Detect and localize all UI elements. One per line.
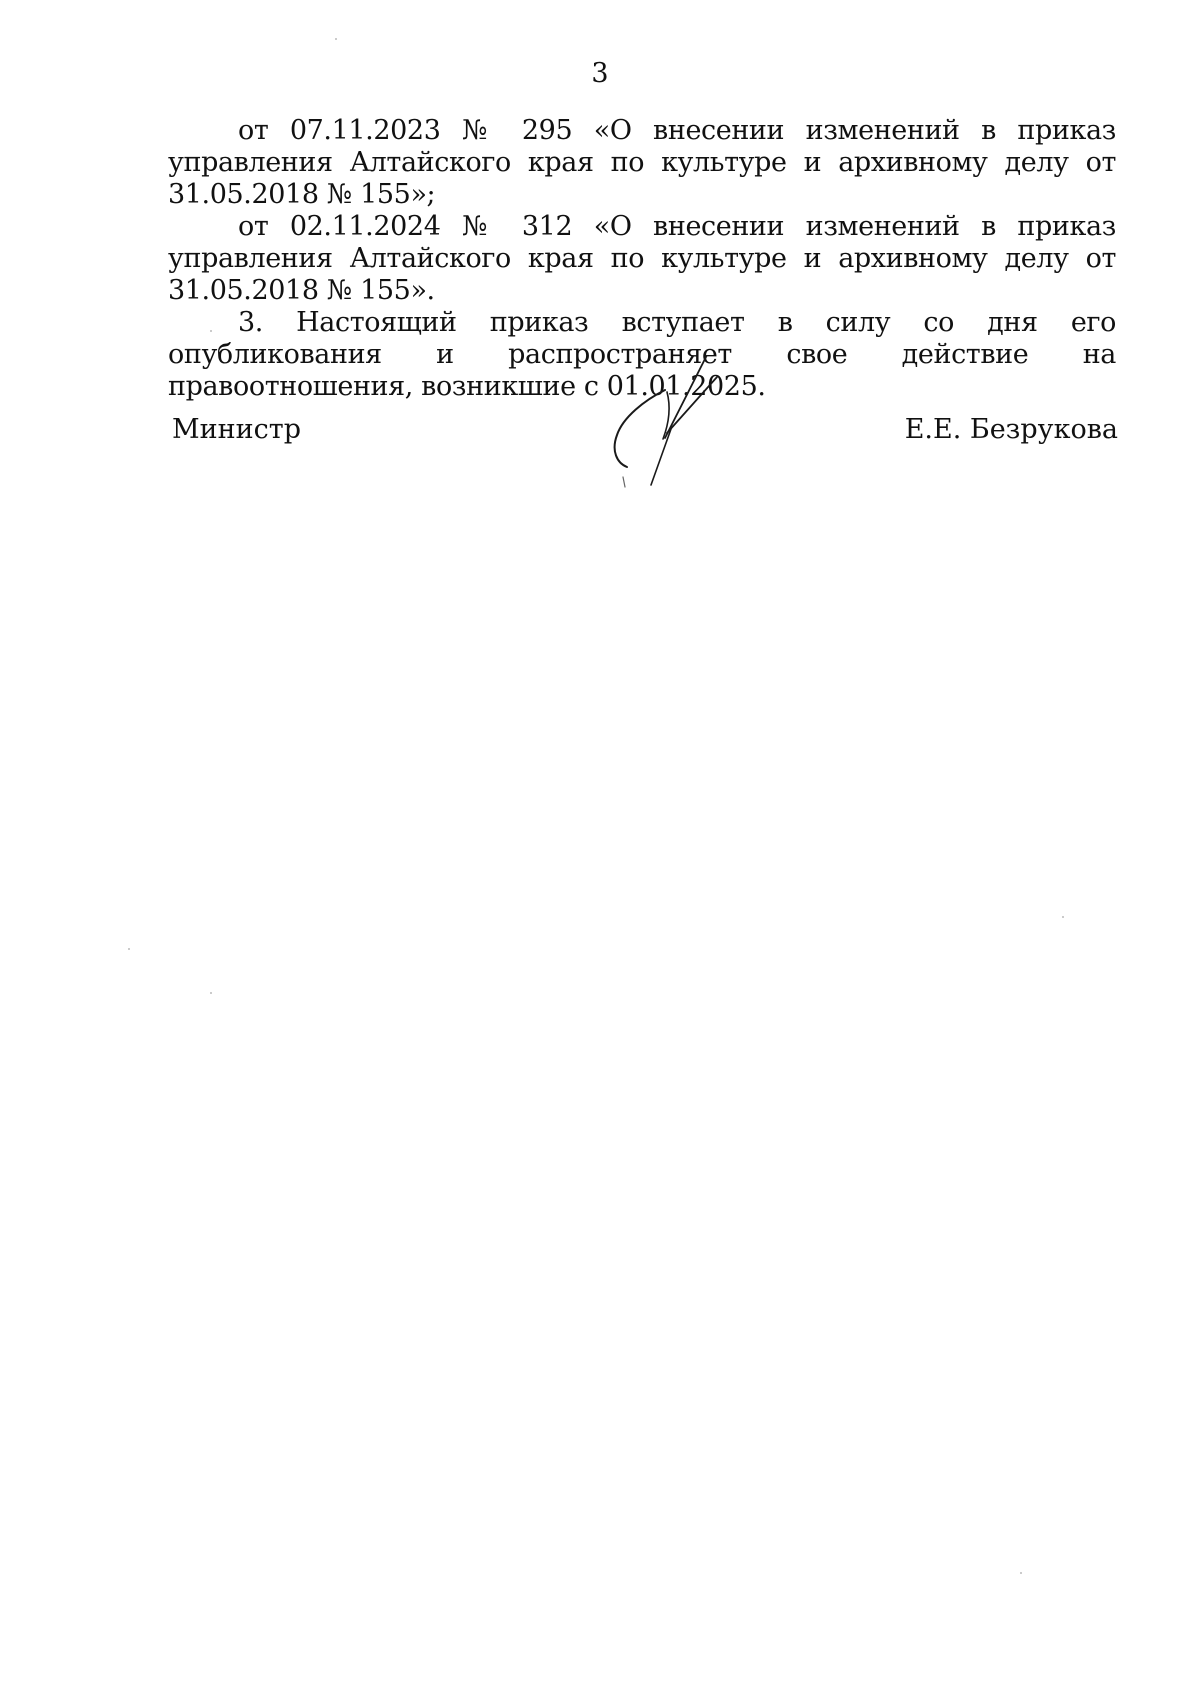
page-number: 3 — [591, 58, 609, 89]
paragraph-amendment-2023: от 07.11.2023 № 295 «О внесении изменений в приказ управления Алтайского края по культуре и архивному делу от 31.05.2018 № 155»; — [168, 115, 1116, 210]
paragraph-amendment-2024: от 02.11.2024 № 312 «О внесении изменений в приказ управления Алтайского края по культуре и архивному делу от 31.05.2018 № 155». — [168, 211, 1116, 306]
signer-position: Министр — [172, 414, 301, 445]
handwritten-signature — [605, 355, 735, 495]
scan-speck — [1020, 1572, 1022, 1574]
scan-speck — [335, 38, 337, 40]
signer-name: Е.Е. Безрукова — [904, 414, 1118, 445]
scan-speck — [210, 992, 212, 994]
scan-speck — [128, 948, 130, 950]
scan-speck — [1062, 916, 1064, 918]
paragraph-effective-date: 3. Настоящий приказ вступает в силу со дня его опубликования и распространяет свое действие на правоотношения, возникшие с 01.01.2025. — [168, 307, 1116, 402]
scan-speck — [210, 330, 212, 332]
